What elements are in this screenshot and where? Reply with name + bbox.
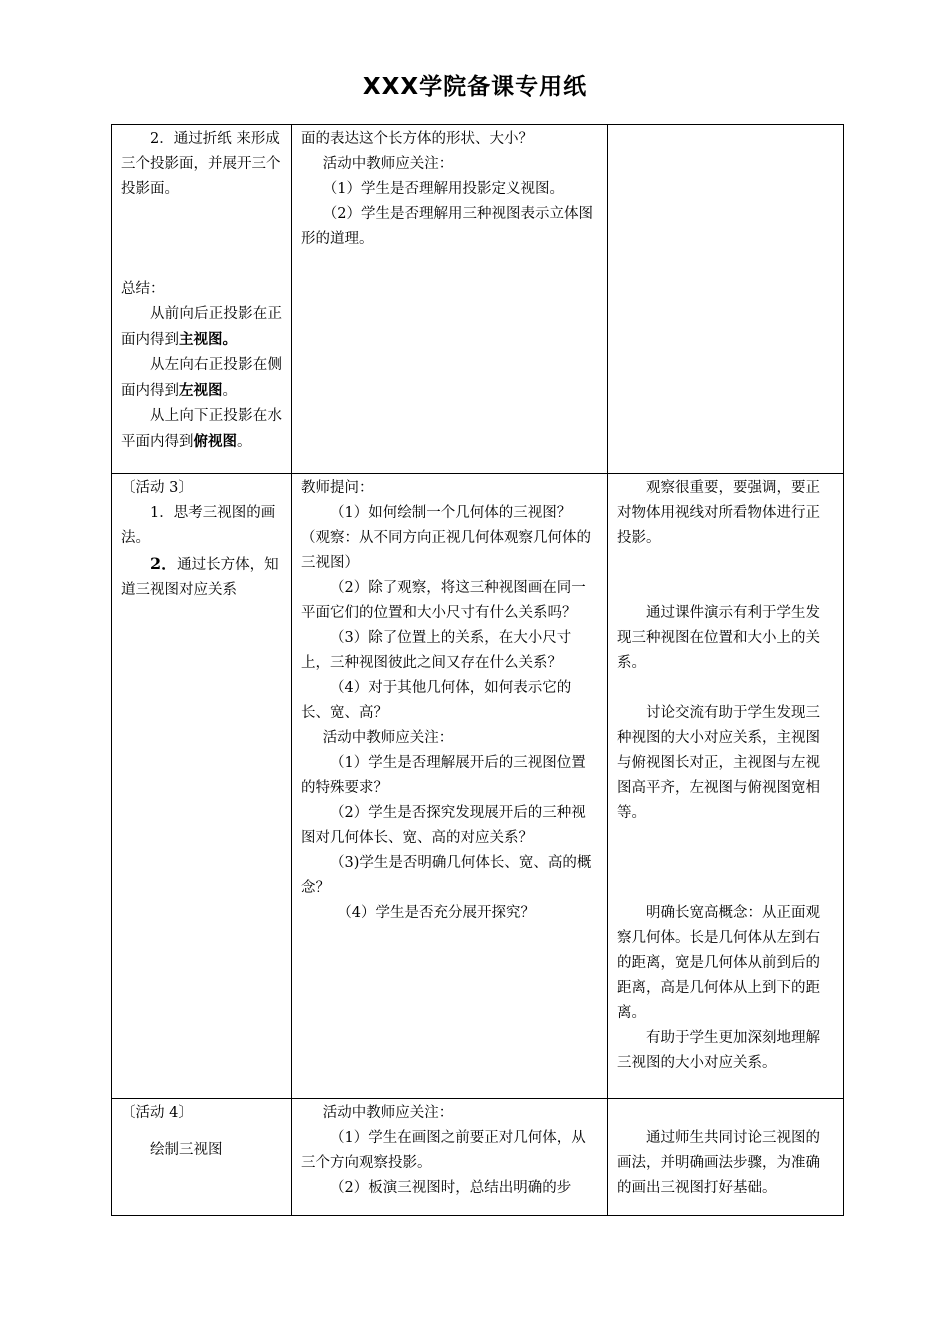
teacher-activity-cell <box>292 125 608 474</box>
notes-cell <box>608 1099 844 1216</box>
activity-cell <box>112 125 292 474</box>
activity-heading: 〔活动 3〕 <box>121 480 193 496</box>
spacer <box>617 826 834 901</box>
table-row <box>112 474 844 1099</box>
step-2-text: 2．通过折纸 来形成三个投影面，并展开三个投影面。 <box>121 131 281 197</box>
note-paragraph: 通过课件演示有利于学生发现三种视图在位置和大小上的关系。 <box>617 605 820 671</box>
text-line: （2）学生是否理解用三种视图表示立体图形的道理。 <box>301 206 593 247</box>
summary-item-left: 从左向右正投影在侧面内得到左视图。 <box>121 357 282 399</box>
concern: （4）学生是否充分展开探究？ <box>337 905 535 921</box>
table-row <box>112 1099 844 1216</box>
text-line: （1）学生在画图之前要正对几何体，从三个方向观察投影。 <box>301 1130 586 1171</box>
text-line: 活动中教师应关注： <box>322 730 454 746</box>
table-row <box>112 125 844 474</box>
activity-item: 1．思考三视图的画法。 <box>121 505 276 546</box>
activity-cell <box>112 1099 292 1216</box>
notes-cell <box>608 474 844 1099</box>
text-line: 活动中教师应关注： <box>322 1105 454 1121</box>
page-title: XXX学院备课专用纸 <box>362 74 588 100</box>
spacer <box>121 202 282 277</box>
summary-item-front: 从前向后正投影在正面内得到主视图。 <box>121 306 282 348</box>
spacer <box>617 551 834 601</box>
note-paragraph: 观察很重要，要强调，要正对物体用视线对所看物体进行正投影。 <box>617 480 820 546</box>
teacher-activity-cell <box>292 474 608 1099</box>
lesson-plan-table <box>111 124 844 1216</box>
note-paragraph: 通过师生共同讨论三视图的画法，并明确画法步骤，为准确的画出三视图打好基础。 <box>617 1130 820 1196</box>
concern: （1）学生是否理解展开后的三视图位置的特殊要求？ <box>301 755 586 796</box>
spacer <box>121 1126 282 1138</box>
spacer <box>617 1101 834 1126</box>
text-line: 活动中教师应关注： <box>322 156 454 172</box>
activity-heading: 〔活动 4〕 <box>121 1105 193 1121</box>
spacer <box>617 676 834 701</box>
activity-item: 绘制三视图 <box>150 1142 223 1158</box>
concern: （2）学生是否探究发现展开后的三种视图对几何体长、宽、高的对应关系？ <box>301 805 586 846</box>
teacher-activity-cell <box>292 1099 608 1216</box>
text-line: 面的表达这个长方体的形状、大小？ <box>301 131 533 147</box>
text-line: （1）学生是否理解用投影定义视图。 <box>322 181 564 197</box>
question: （2）除了观察，将这三种视图画在同一平面它们的位置和大小尺寸有什么关系吗？ <box>301 580 586 621</box>
summary-label: 总结： <box>121 281 165 297</box>
text-line: （2）板演三视图时，总结出明确的步 <box>330 1180 572 1196</box>
activity-item: 2．通过长方体，知道三视图对应关系 <box>121 554 279 598</box>
question: （1）如何绘制一个几何体的三视图？（观察：从不同方向正视几何体观察几何体的三视图） <box>301 505 591 571</box>
concern: （3)学生是否明确几何体长、宽、高的概念？ <box>301 855 592 896</box>
note-paragraph: 有助于学生更加深刻地理解三视图的大小对应关系。 <box>617 1030 820 1071</box>
question: （3）除了位置上的关系，在大小尺寸上，三种视图彼此之间又存在什么关系？ <box>301 630 572 671</box>
note-paragraph: 讨论交流有助于学生发现三种视图的大小对应关系，主视图与俯视图长对正，主视图与左视图高平齐，左视图与俯视图宽相等。 <box>617 705 820 821</box>
activity-cell <box>112 474 292 1099</box>
notes-cell <box>608 125 844 474</box>
question: （4）对于其他几何体，如何表示它的长、宽、高？ <box>301 680 572 721</box>
note-paragraph: 明确长宽高概念：从正面观察几何体。长是几何体从左到右的距离，宽是几何体从前到后的距离，高是几何体从上到下的距离。 <box>617 905 820 1021</box>
text-line: 教师提问： <box>301 480 374 496</box>
summary-item-top: 从上向下正投影在水平面内得到俯视图。 <box>121 408 282 450</box>
